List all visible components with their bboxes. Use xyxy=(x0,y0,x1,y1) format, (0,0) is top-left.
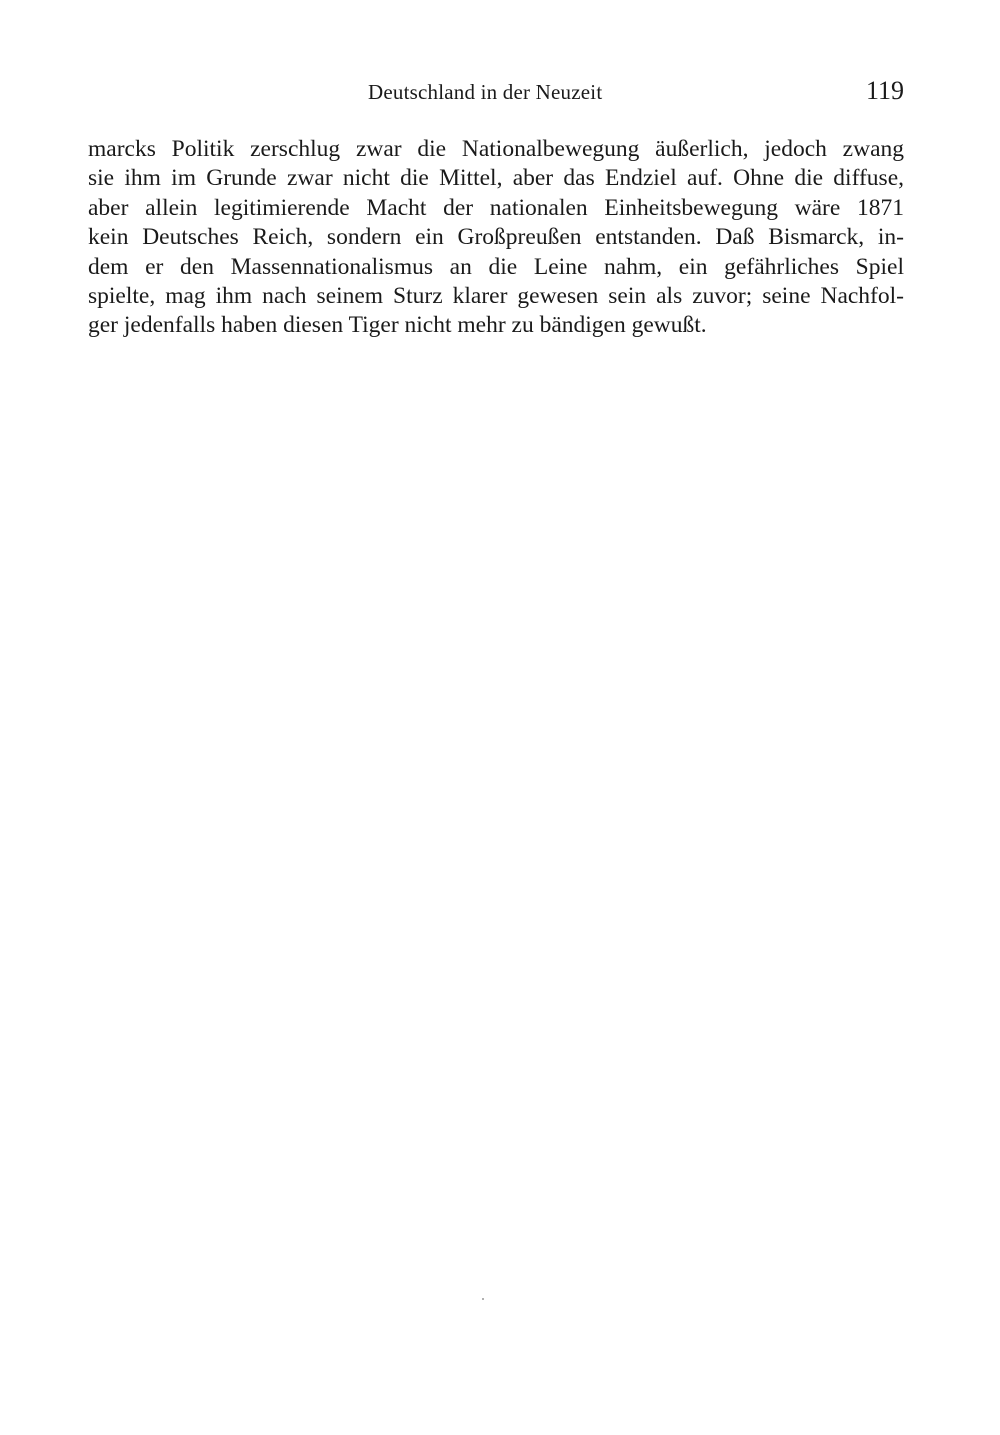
text-line: aber allein legitimierende Macht der nationalen Einheitsbewegung wäre 1871 xyxy=(88,194,904,221)
body-paragraph xyxy=(88,135,904,341)
scan-speck xyxy=(482,1298,484,1300)
running-title: Deutschland in der Neuzeit xyxy=(368,80,603,104)
text-line: dem er den Massennationalismus an die Leine nahm, ein gefährliches Spiel xyxy=(88,253,904,280)
running-head xyxy=(88,76,904,110)
text-line: ger jedenfalls haben diesen Tiger nicht mehr zu bändigen gewußt. xyxy=(88,312,707,339)
text-line: spielte, mag ihm nach seinem Sturz klarer gewesen sein als zuvor; seine Nachfol- xyxy=(88,282,904,309)
text-line: sie ihm im Grunde zwar nicht die Mittel, aber das Endziel auf. Ohne die diffuse, xyxy=(88,165,904,192)
page-number: 119 xyxy=(865,76,904,105)
text-line: kein Deutsches Reich, sondern ein Großpreußen entstanden. Daß Bismarck, in- xyxy=(88,224,904,251)
text-line: marcks Politik zerschlug zwar die Nationalbewegung äußerlich, jedoch zwang xyxy=(88,136,904,162)
